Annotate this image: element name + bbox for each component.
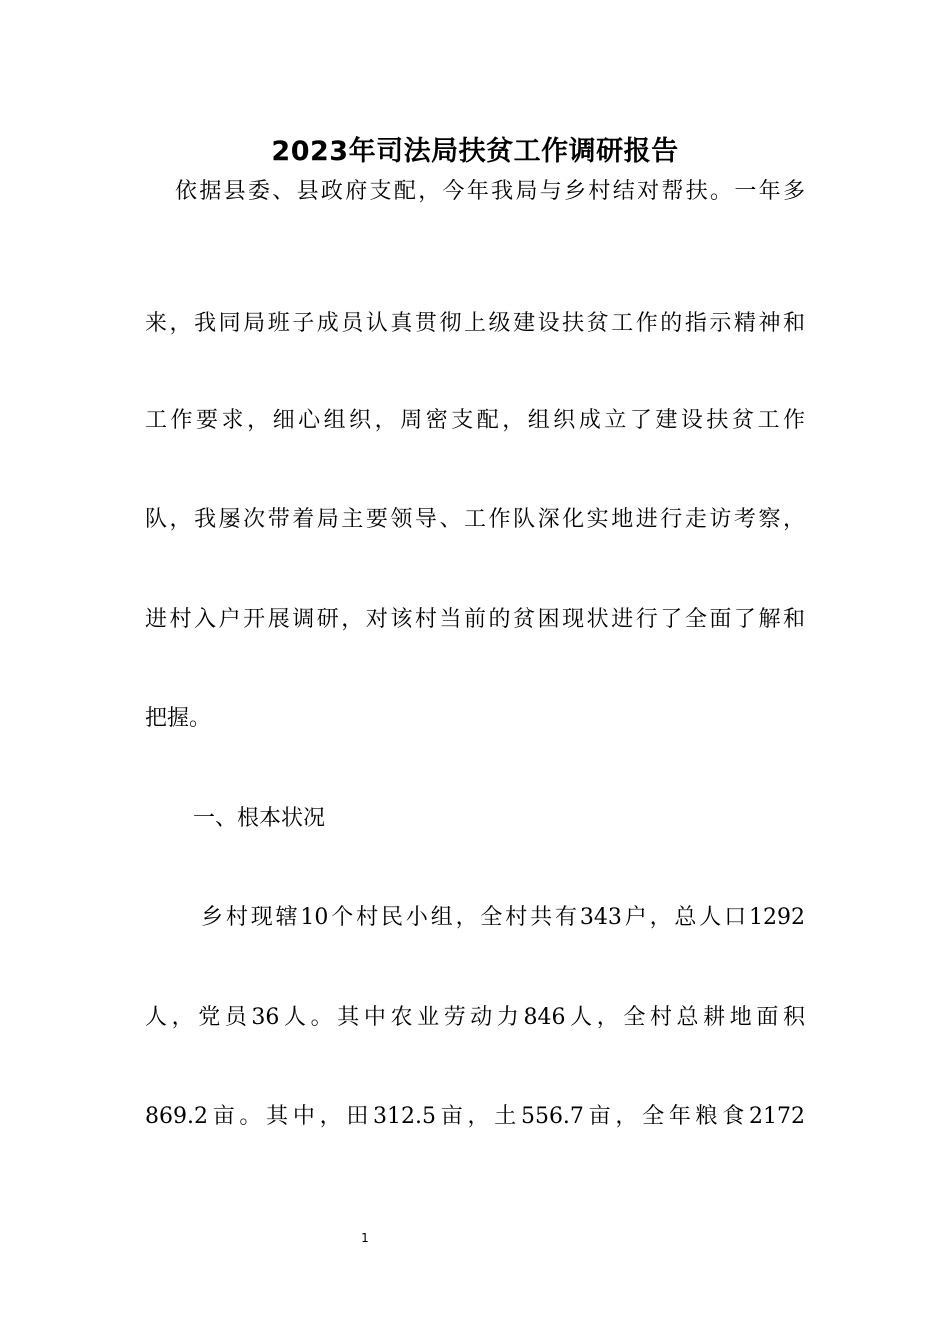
document-title: 2023年司法局扶贫工作调研报告 — [271, 136, 679, 167]
page-number: 1 — [361, 1231, 369, 1245]
section-heading: 一、根本状况 — [193, 806, 326, 831]
paragraph-line: 进村入户开展调研，对该村当前的贫困现状进行了全面了解和 — [145, 607, 805, 632]
paragraph-line: 队，我屡次带着局主要领导、工作队深化实地进行走访考察， — [145, 507, 805, 532]
paragraph-line: 乡村现辖10个村民小组，全村共有343户，总人口1292 — [201, 905, 805, 930]
paragraph-line: 依据县委、县政府支配，今年我局与乡村结对帮扶。一年多 — [175, 179, 805, 204]
paragraph-line: 工作要求，细心组织，周密支配，组织成立了建设扶贫工作 — [145, 408, 805, 433]
paragraph-line: 来，我同局班子成员认真贯彻上级建设扶贫工作的指示精神和 — [145, 311, 805, 336]
paragraph-line: 把握。 — [145, 706, 212, 731]
paragraph-line: 人，党员36人。其中农业劳动力846人，全村总耕地面积 — [145, 1005, 805, 1030]
paragraph-line: 869.2亩。其中，田312.5亩，土556.7亩，全年粮食2172 — [145, 1104, 805, 1129]
